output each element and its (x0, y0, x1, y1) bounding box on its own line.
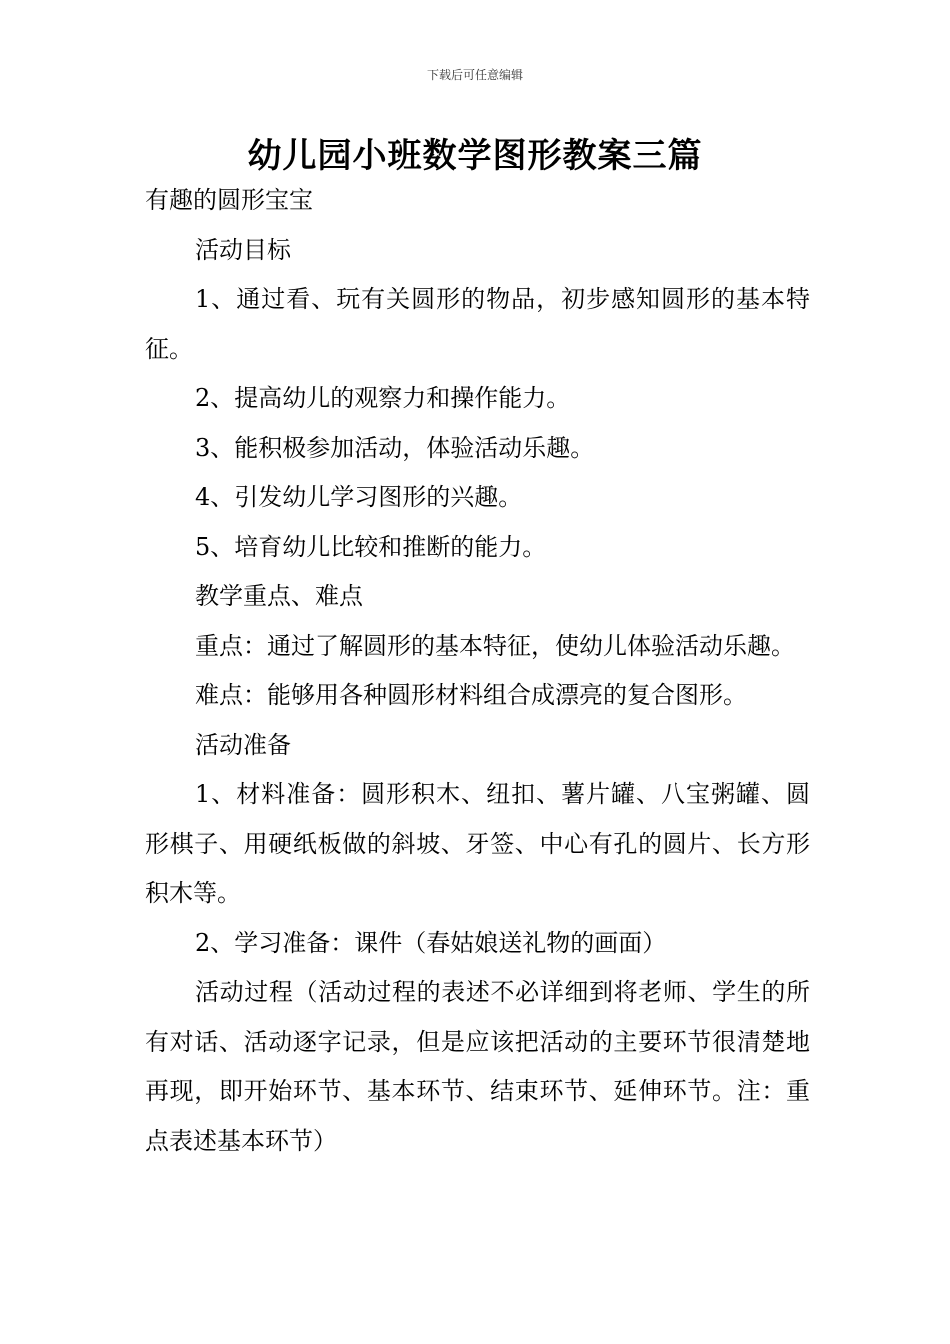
paragraph-activity-process: 活动过程（活动过程的表述不必详细到将老师、学生的所有对话、活动逐字记录，但是应该把活动的主要环节很清楚地再现，即开始环节、基本环节、结束环节、延伸环节。注：重点表述基本环节） (145, 978, 810, 1155)
paragraph-objective-3: 3、能积极参加活动，体验活动乐趣。 (195, 433, 595, 462)
paragraph-heading-objectives: 活动目标 (195, 235, 291, 264)
paragraph-heading-preparation: 活动准备 (195, 730, 291, 759)
header-note: 下载后可任意编辑 (426, 68, 523, 82)
paragraph-key-point: 重点：通过了解圆形的基本特征，使幼儿体验活动乐趣。 (195, 631, 795, 660)
paragraph-objective-2: 2、提高幼儿的观察力和操作能力。 (195, 384, 571, 412)
paragraph-difficult-point: 难点：能够用各种圆形材料组合成漂亮的复合图形。 (195, 681, 747, 709)
document-title: 幼儿园小班数学图形教案三篇 (247, 136, 703, 176)
paragraph-objective-4: 4、引发幼儿学习图形的兴趣。 (195, 483, 523, 511)
paragraph-learning-preparation: 2、学习准备：课件（春姑娘送礼物的画面） (195, 928, 667, 957)
document-body (145, 176, 810, 1166)
paragraph-material-preparation: 1、材料准备：圆形积木、纽扣、薯片罐、八宝粥罐、圆形棋子、用硬纸板做的斜坡、牙签、中心有孔的圆片、长方形积木等。 (145, 780, 810, 907)
paragraph-objective-1: 1、通过看、玩有关圆形的物品，初步感知圆形的基本特征。 (145, 285, 810, 363)
paragraph-objective-5: 5、培育幼儿比较和推断的能力。 (195, 532, 547, 561)
paragraph-heading-key-points: 教学重点、难点 (195, 582, 363, 610)
paragraph-subtitle: 有趣的圆形宝宝 (145, 186, 313, 214)
